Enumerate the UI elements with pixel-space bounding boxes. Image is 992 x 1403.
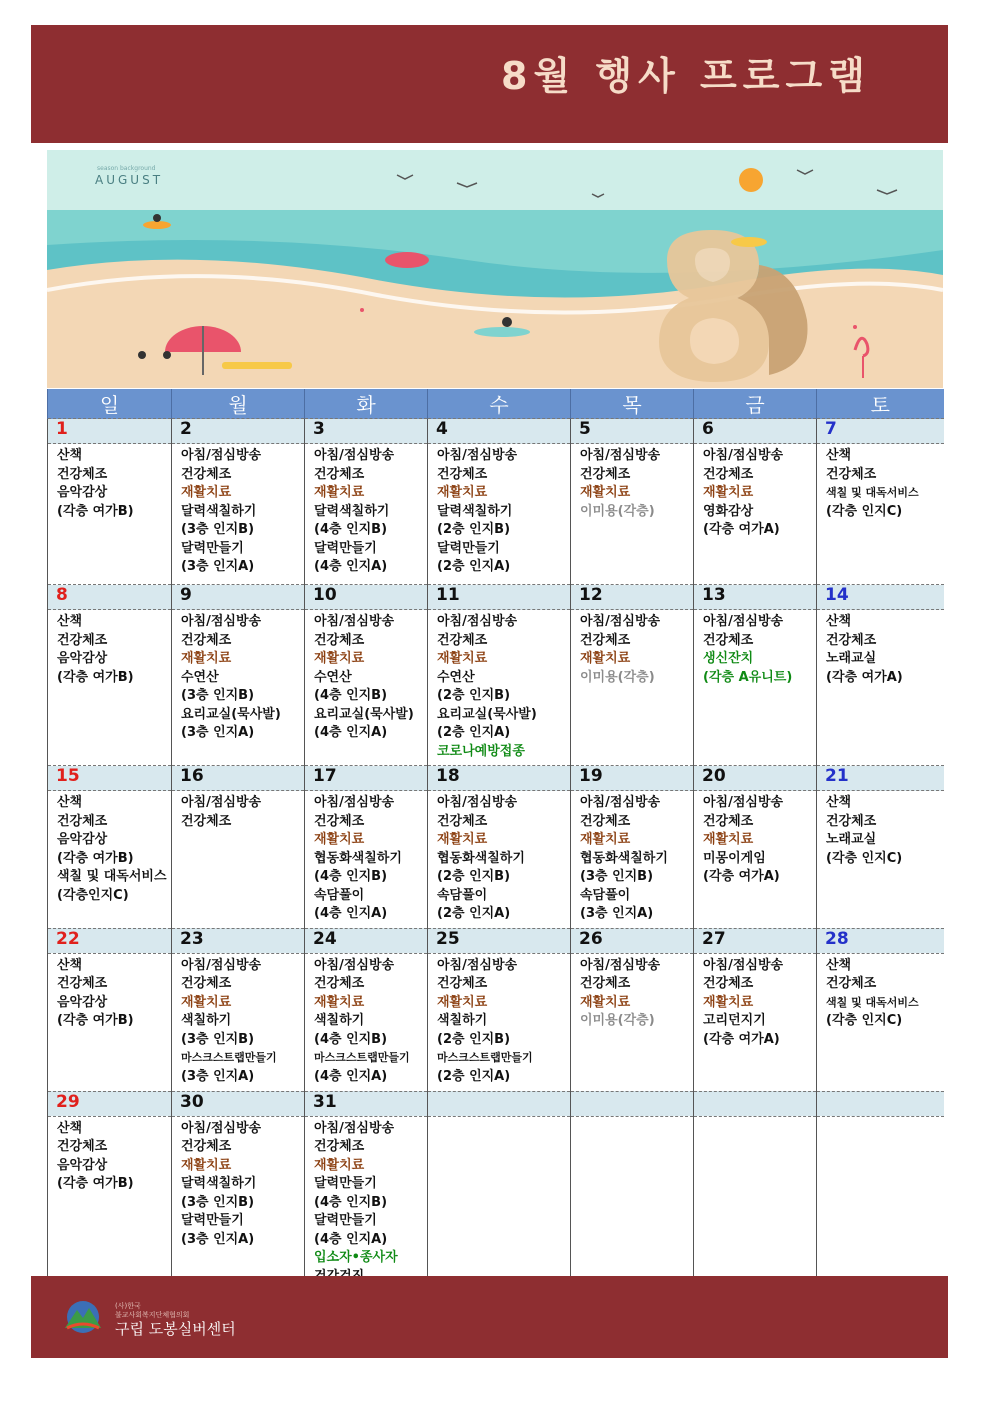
activity-item: 아침/점심방송 [314, 614, 395, 629]
activity-item: 재활치료 [703, 485, 754, 500]
activity-item: 건강체조 [314, 1139, 365, 1154]
activity-item: 노래교실 [826, 651, 877, 666]
day-activities [817, 953, 944, 1091]
activity-item: (3층 인지A) [181, 1231, 255, 1247]
activity-item: 건강체조 [437, 976, 488, 991]
activity-item: 이미용(각층) [580, 1013, 655, 1028]
day-activities [48, 610, 172, 766]
day-number: 28 [817, 928, 944, 953]
day-activities [428, 953, 571, 1091]
activity-item: 달력만들기 [314, 1213, 377, 1228]
activity-item: 이미용(각층) [580, 669, 655, 685]
activity-item: 달력색칠하기 [314, 503, 390, 519]
day-activities [571, 791, 694, 929]
day-activities [817, 1116, 944, 1290]
header-bar [31, 25, 948, 143]
day-activities [172, 953, 305, 1091]
activity-item: 노래교실 [826, 832, 877, 847]
day-number: 15 [48, 766, 172, 791]
day-activities [172, 610, 305, 766]
day-activities [48, 791, 172, 929]
day-number: 16 [172, 766, 305, 791]
activity-item: 요리교실(묵사발) [314, 706, 414, 722]
day-number: 6 [694, 419, 817, 444]
activity-item: (2층 인지A) [437, 1068, 511, 1084]
day-activities [571, 1116, 694, 1290]
day-number: 25 [428, 928, 571, 953]
activity-item: (3층 인지A) [580, 906, 654, 921]
weekday-tue: 화 [305, 389, 428, 419]
weekday-wed: 수 [428, 389, 571, 419]
activities-row [48, 610, 944, 766]
day-activities [428, 791, 571, 929]
day-activities [305, 1116, 428, 1290]
activity-item: 미몽이게임 [703, 850, 766, 866]
activity-item: (4층 인지A) [314, 725, 388, 740]
activity-item: 건강체조 [314, 632, 365, 648]
activity-item: 음악감상 [57, 1157, 108, 1173]
date-row [48, 1091, 944, 1116]
day-activities [305, 444, 428, 585]
day-number: 7 [817, 419, 944, 444]
day-number: 31 [305, 1091, 428, 1116]
activity-item: 재활치료 [314, 651, 365, 666]
day-number [694, 1091, 817, 1116]
activity-item: 산책 [57, 448, 83, 463]
day-number: 19 [571, 766, 694, 791]
day-number: 5 [571, 419, 694, 444]
day-number: 27 [694, 928, 817, 953]
activity-item: 코로나예방접종 [437, 743, 525, 759]
activity-item: 재활치료 [314, 485, 365, 500]
day-number: 1 [48, 419, 172, 444]
day-number: 23 [172, 928, 305, 953]
day-activities [172, 1116, 305, 1290]
center-logo-icon [61, 1300, 105, 1334]
date-row [48, 419, 944, 444]
activity-item: 달력만들기 [181, 1213, 244, 1228]
activity-item: 아침/점심방송 [181, 614, 262, 629]
activity-item: 건강체조 [181, 976, 232, 991]
activity-item: 입소자•종사자 [314, 1250, 398, 1265]
activity-item: 건강체조 [580, 976, 631, 991]
day-number: 21 [817, 766, 944, 791]
day-number [571, 1091, 694, 1116]
day-number: 11 [428, 585, 571, 610]
activity-item: 이미용(각층) [580, 503, 655, 519]
activity-item: 재활치료 [181, 485, 232, 500]
footer-bar [31, 1276, 948, 1358]
activity-item: 속담풀이 [314, 887, 365, 903]
activity-item: (각층 여가B) [57, 669, 134, 685]
day-activities [571, 610, 694, 766]
activity-item: (각층 인지C) [826, 1013, 903, 1028]
activities-row [48, 444, 944, 585]
activity-item: (3층 인지B) [181, 522, 255, 537]
activity-item: 재활치료 [703, 832, 754, 847]
activity-item: 재활치료 [437, 994, 488, 1010]
day-activities [305, 610, 428, 766]
weekday-header-row [48, 389, 944, 419]
activity-item: (각층 여가B) [57, 1013, 134, 1028]
activity-item: (각층 인지C) [826, 850, 903, 866]
activity-item: 아침/점심방송 [181, 795, 262, 810]
day-number [428, 1091, 571, 1116]
activity-item: 건강체조 [181, 466, 232, 482]
activity-item: (각층 인지C) [826, 503, 903, 519]
day-activities [694, 444, 817, 585]
day-activities [571, 953, 694, 1091]
day-number: 30 [172, 1091, 305, 1116]
activity-item: 재활치료 [181, 994, 232, 1010]
activity-item: (2층 인지A) [437, 906, 511, 921]
activity-item: 아침/점심방송 [703, 957, 784, 973]
day-number: 26 [571, 928, 694, 953]
activity-item: 수연산 [181, 669, 219, 685]
activities-row [48, 953, 944, 1091]
activity-item: (3층 인지B) [580, 869, 654, 884]
activity-item: 아침/점심방송 [703, 448, 784, 463]
activity-item: 건강체조 [703, 632, 754, 648]
affiliation-line-2: 불교사회복지단체협의회 [115, 1311, 190, 1319]
activity-item: (3층 인지A) [181, 559, 255, 574]
activity-item: 속담풀이 [580, 887, 631, 903]
weekday-sun: 일 [48, 389, 172, 419]
activity-item: (4층 인지B) [314, 1031, 388, 1047]
day-number: 12 [571, 585, 694, 610]
day-number: 22 [48, 928, 172, 953]
day-activities [694, 791, 817, 929]
activity-item: 마스크스트랩만들기 [314, 1051, 410, 1064]
activity-item: 요리교실(묵사발) [437, 706, 537, 722]
day-activities [817, 444, 944, 585]
activity-item: 달력만들기 [314, 1176, 377, 1191]
activity-item: 달력만들기 [314, 540, 377, 556]
activity-item: (2층 인지B) [437, 688, 511, 703]
activity-item: (각층 여가A) [703, 869, 780, 884]
activity-item: (4층 인지A) [314, 1068, 388, 1084]
day-number [817, 1091, 944, 1116]
activity-item: 산책 [826, 957, 852, 973]
affiliation-line-1: (사)한국 [115, 1302, 141, 1310]
day-activities [48, 444, 172, 585]
activity-item: 건강체조 [437, 632, 488, 648]
day-activities [172, 444, 305, 585]
activity-item: 건강체조 [57, 976, 108, 991]
activity-item: 건강체조 [437, 813, 488, 829]
activity-item: 생신잔치 [703, 651, 754, 666]
activity-item: 건강체조 [826, 466, 877, 482]
activity-item: 건강체조 [580, 632, 631, 648]
activity-item: (각층 여가B) [57, 503, 134, 519]
weekday-thu: 목 [571, 389, 694, 419]
activity-item: 마스크스트랩만들기 [181, 1051, 277, 1064]
activity-item: 재활치료 [703, 994, 754, 1010]
day-number: 29 [48, 1091, 172, 1116]
activity-item: 아침/점심방송 [314, 957, 395, 973]
activity-item: 협동화색칠하기 [314, 850, 402, 866]
activity-item: 색칠 및 대독서비스 [826, 486, 919, 499]
activity-item: 아침/점심방송 [703, 614, 784, 629]
activity-item: 산책 [57, 1120, 83, 1136]
activity-item: 건강체조 [826, 632, 877, 648]
day-activities [172, 791, 305, 929]
activity-item: 색칠하기 [181, 1013, 232, 1028]
activities-row [48, 791, 944, 929]
activity-item: 달력만들기 [437, 540, 500, 556]
activity-item: 아침/점심방송 [437, 448, 518, 463]
day-number: 2 [172, 419, 305, 444]
day-number: 13 [694, 585, 817, 610]
activity-item: (2층 인지B) [437, 1031, 511, 1047]
activity-item: 협동화색칠하기 [580, 850, 668, 866]
day-activities [428, 444, 571, 585]
day-number: 3 [305, 419, 428, 444]
org-name: 구립 도봉실버센터 [115, 1320, 236, 1338]
activity-item: 아침/점심방송 [580, 614, 661, 629]
beach-illustration [47, 150, 943, 388]
activity-item: 아침/점심방송 [314, 1120, 395, 1136]
activity-item: 아침/점심방송 [181, 957, 262, 973]
activity-item: (4층 인지B) [314, 869, 388, 884]
day-number: 20 [694, 766, 817, 791]
activity-item: (3층 인지B) [181, 1194, 255, 1210]
activity-item: 협동화색칠하기 [437, 850, 525, 866]
day-activities [694, 953, 817, 1091]
banner-caption-small: season background [97, 165, 156, 172]
activity-item: 아침/점심방송 [703, 795, 784, 810]
weekday-fri: 금 [694, 389, 817, 419]
activity-item: 건강체조 [181, 1139, 232, 1154]
activity-item: 아침/점심방송 [181, 448, 262, 463]
activity-item: (3층 인지B) [181, 688, 255, 703]
activity-item: 재활치료 [437, 651, 488, 666]
activity-item: 음악감상 [57, 832, 108, 847]
activity-item: (4층 인지A) [314, 559, 388, 574]
activity-item: 재활치료 [437, 485, 488, 500]
activity-item: 아침/점심방송 [314, 448, 395, 463]
activity-item: 건강체조 [57, 813, 108, 829]
activity-item: 건강체조 [57, 1139, 108, 1154]
activity-item: (3층 인지B) [181, 1031, 255, 1047]
activity-item: 아침/점심방송 [580, 448, 661, 463]
day-number: 14 [817, 585, 944, 610]
activity-item: 건강체조 [580, 466, 631, 482]
day-activities [305, 791, 428, 929]
activity-item: 속담풀이 [437, 887, 488, 903]
activity-item: 건강체조 [580, 813, 631, 829]
activity-item: 수연산 [437, 669, 475, 685]
activity-item: (4층 인지A) [314, 1231, 388, 1247]
activity-item: 달력색칠하기 [181, 1176, 257, 1191]
calendar-body [48, 419, 944, 1291]
day-number: 4 [428, 419, 571, 444]
day-activities [305, 953, 428, 1091]
activity-item: 아침/점심방송 [314, 795, 395, 810]
activity-item: 색칠하기 [437, 1013, 488, 1028]
activity-item: 달력색칠하기 [181, 503, 257, 519]
activity-item: (4층 인지B) [314, 688, 388, 703]
activity-item: (각층 여가A) [703, 1031, 780, 1047]
activity-item: (4층 인지B) [314, 1194, 388, 1210]
activity-item: 음악감상 [57, 485, 108, 500]
activity-item: 산책 [57, 614, 83, 629]
day-activities [694, 1116, 817, 1290]
activity-item: 아침/점심방송 [437, 957, 518, 973]
activity-item: 아침/점심방송 [580, 957, 661, 973]
day-number: 10 [305, 585, 428, 610]
activity-item: 색칠 및 대독서비스(각층인지C) [57, 869, 167, 903]
activity-item: 산책 [826, 795, 852, 810]
day-activities [48, 1116, 172, 1290]
activity-item: 재활치료 [181, 651, 232, 666]
activity-item: 산책 [57, 795, 83, 810]
activity-item: 재활치료 [314, 832, 365, 847]
day-activities [428, 1116, 571, 1290]
activity-item: 건강체조 [703, 466, 754, 482]
activity-item: 건강체조 [826, 813, 877, 829]
activity-item: 재활치료 [580, 832, 631, 847]
calendar-table [47, 389, 944, 1290]
page-title: 8월 행사 프로그램 [501, 54, 871, 98]
august-beach-banner [47, 150, 943, 388]
weekday-mon: 월 [172, 389, 305, 419]
date-row [48, 766, 944, 791]
activity-item: 건강체조 [181, 632, 232, 648]
activity-item: (4층 인지A) [314, 906, 388, 921]
activity-item: (2층 인지A) [437, 725, 511, 740]
activity-item: (각층 여가A) [703, 522, 780, 537]
activity-item: (3층 인지A) [181, 725, 255, 740]
activity-item: 재활치료 [314, 994, 365, 1010]
activity-item: 건강체조 [314, 466, 365, 482]
activity-item: 건강체조 [703, 976, 754, 991]
activity-item: 영화감상 [703, 503, 754, 519]
day-activities [817, 791, 944, 929]
activity-item: (3층 인지A) [181, 1068, 255, 1084]
activity-item: 재활치료 [181, 1157, 232, 1173]
activity-item: 음악감상 [57, 994, 108, 1010]
activity-item: (2층 인지A) [437, 559, 511, 574]
activity-item: (각층 여가A) [826, 669, 903, 685]
day-number: 17 [305, 766, 428, 791]
date-row [48, 585, 944, 610]
activity-item: 산책 [826, 448, 852, 463]
activity-item: 아침/점심방송 [580, 795, 661, 810]
activities-row [48, 1116, 944, 1290]
day-activities [817, 610, 944, 766]
day-activities [48, 953, 172, 1091]
activity-item: 건강체조 [57, 466, 108, 482]
activity-item: 색칠하기 [314, 1013, 365, 1028]
day-number: 9 [172, 585, 305, 610]
activity-item: 달력색칠하기 [437, 503, 513, 519]
activity-item: 건강체조 [181, 813, 232, 829]
banner-caption-big: AUGUST [95, 173, 164, 187]
activity-item: 아침/점심방송 [181, 1120, 262, 1136]
activity-item: 건강체조 [57, 632, 108, 648]
activity-item: 건강체조 [314, 976, 365, 991]
activity-item: 건강체조 [314, 813, 365, 829]
activity-item: 수연산 [314, 669, 352, 685]
activity-item: 요리교실(묵사발) [181, 706, 281, 722]
activity-item: (2층 인지B) [437, 869, 511, 884]
activity-item: (각층 여가B) [57, 850, 134, 866]
activity-item: 재활치료 [580, 994, 631, 1010]
activity-item: 건강체조 [826, 976, 877, 991]
activity-item: (각층 여가B) [57, 1176, 134, 1191]
activity-item: (2층 인지B) [437, 522, 511, 537]
activity-item: 색칠 및 대독서비스 [826, 995, 919, 1009]
activity-item: 산책 [826, 614, 852, 629]
activity-item: 재활치료 [580, 485, 631, 500]
activity-item: 재활치료 [314, 1157, 365, 1173]
activity-item: (4층 인지B) [314, 522, 388, 537]
activity-item: 건강체조 [703, 813, 754, 829]
activity-item: 아침/점심방송 [437, 795, 518, 810]
activity-item: (각층 A유니트) [703, 669, 793, 685]
activity-item: 재활치료 [437, 832, 488, 847]
date-row [48, 928, 944, 953]
activity-item: 산책 [57, 957, 83, 973]
activity-item: 마스크스트랩만들기 [437, 1051, 533, 1064]
activity-item: 건강체조 [437, 466, 488, 482]
activity-item: 고리던지기 [703, 1013, 766, 1028]
day-activities [571, 444, 694, 585]
day-activities [694, 610, 817, 766]
weekday-sat: 토 [817, 389, 944, 419]
activity-item: 재활치료 [580, 651, 631, 666]
day-number: 8 [48, 585, 172, 610]
day-number: 24 [305, 928, 428, 953]
activity-item: 음악감상 [57, 651, 108, 666]
day-activities [428, 610, 571, 766]
activity-item: 달력만들기 [181, 540, 244, 556]
activity-item: 아침/점심방송 [437, 614, 518, 629]
day-number: 18 [428, 766, 571, 791]
